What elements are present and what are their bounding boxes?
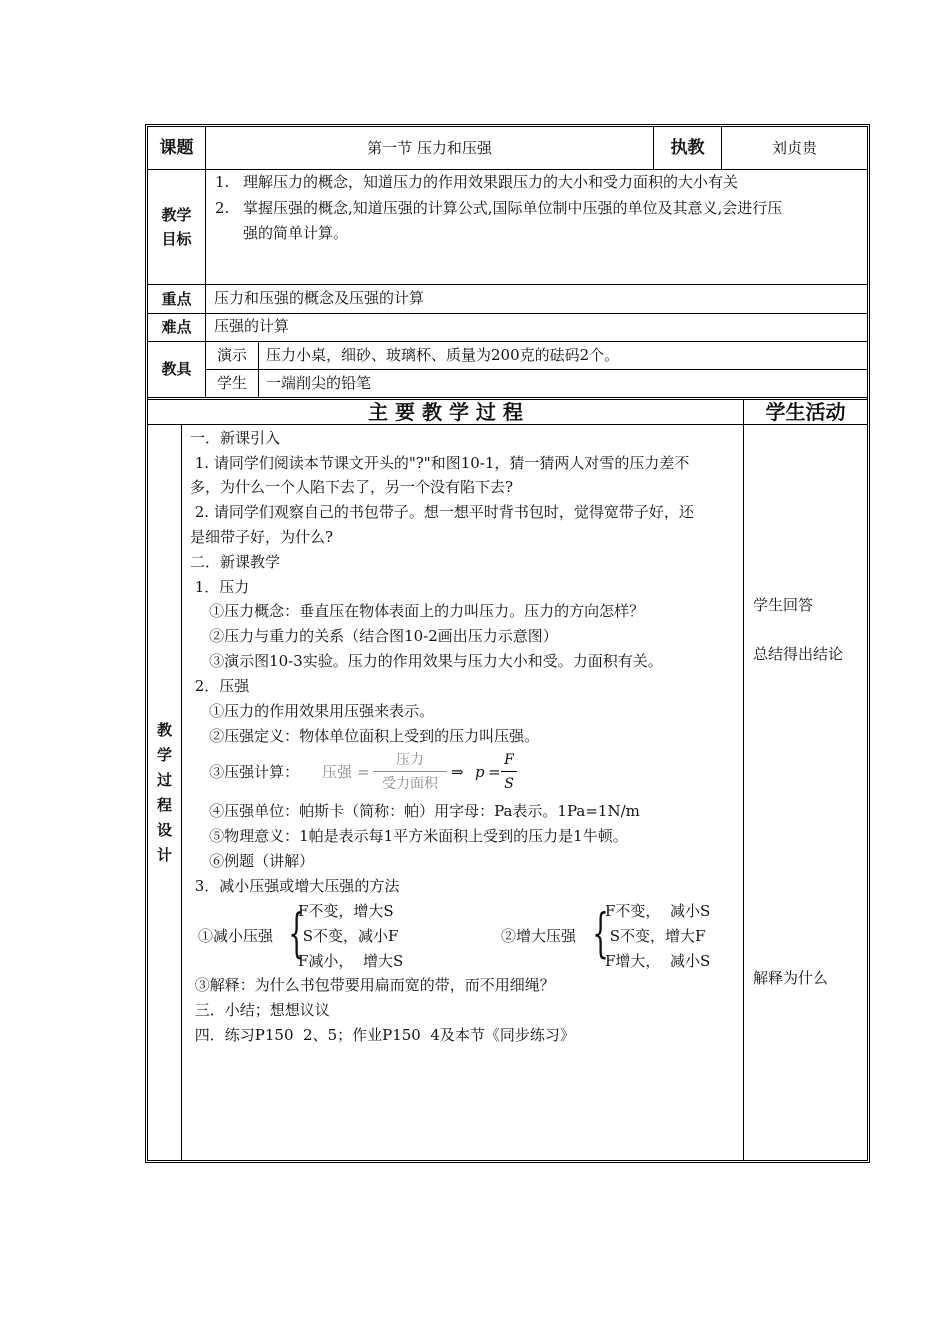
topic-value: 第一节 压力和压强 [367, 139, 492, 157]
process-line: 三．小结；想想议议 [190, 1001, 330, 1019]
reduce-item: F不变，增大S [298, 902, 394, 920]
process-line: ③解释：为什么书包带要用扁而宽的带，而不用细绳？ [190, 976, 555, 994]
topic-label: 课题 [159, 138, 194, 158]
formula-fraction-bar [373, 771, 447, 772]
process-line: ④压强单位：帕斯卡（简称：帕）用字母：Pa表示。1Pa=1N/m [190, 802, 640, 820]
formula-sym-bar [501, 771, 517, 772]
process-line: 1. 请同学们阅读本节课文开头的"?"和图10-1，猜一猜两人对雪的压力差不 [190, 454, 690, 472]
process-line: ⑤物理意义：1帕是表示每1平方米面积上受到的压力是1牛顿。 [190, 827, 628, 845]
key-point-value: 压力和压强的概念及压强的计算 [214, 289, 425, 307]
process-line: 是细带子好，为什么? [190, 528, 334, 546]
process-line: ⑥例题（讲解） [190, 852, 315, 870]
process-line: 2. 请同学们观察自己的书包带子。想一想平时背书包时，觉得宽带子好，还 [190, 503, 694, 521]
increase-brace: { [592, 904, 609, 964]
process-line: 一．新课引入 [190, 429, 281, 447]
reduce-brace: { [288, 904, 305, 964]
increase-pressure-label: ②增大压强 [501, 927, 577, 945]
process-side-2: 学 [156, 746, 172, 764]
tools-value-student: 一端削尖的铅笔 [266, 374, 372, 392]
process-side-4: 程 [156, 796, 172, 814]
process-side-3: 过 [156, 771, 172, 789]
process-line: 2．压强 [190, 677, 250, 695]
formula-word-den: 受力面积 [382, 776, 438, 792]
process-side-1: 教 [156, 721, 172, 739]
formula-word-num: 压力 [396, 752, 424, 768]
reduce-item: S不变，减小F [298, 927, 399, 945]
tools-type-student: 学生 [216, 374, 247, 392]
formula-p: p [475, 763, 485, 781]
process-side-5: 设 [156, 821, 172, 839]
process-line: ①压力概念：垂直压在物体表面上的力叫压力。压力的方向怎样？ [190, 602, 645, 620]
process-side-6: 计 [156, 846, 172, 864]
objectives-label-1: 教学 [161, 206, 192, 224]
difficulty-label: 难点 [161, 318, 192, 336]
formula-prefix: ③压强计算： [190, 763, 300, 781]
formula-eq2: = [488, 763, 501, 781]
objective-text-1: 理解压力的概念，知道压力的作用效果跟压力的大小和受力面积的大小有关 [243, 173, 739, 191]
teacher-value: 刘贞贵 [771, 139, 817, 157]
objective-text-2b: 强的简单计算。 [243, 224, 349, 242]
increase-item: F不变， 减小S [605, 902, 711, 920]
process-line: 3．减小压强或增大压强的方法 [190, 877, 400, 895]
objective-num-2: 2. [215, 199, 230, 217]
increase-item: S不变，增大F [605, 927, 706, 945]
tools-label: 教具 [161, 360, 192, 378]
process-line: 多，为什么一个人陷下去了，另一个没有陷下去? [190, 478, 514, 496]
teacher-label: 执教 [670, 138, 705, 158]
process-line: 二．新课教学 [190, 553, 281, 571]
tools-type-demo: 演示 [216, 346, 247, 364]
process-line: ①压力的作用效果用压强来表示。 [190, 702, 435, 720]
increase-item: F增大， 减小S [605, 952, 711, 970]
process-header-main: 主 要 教 学 过 程 [368, 400, 523, 424]
formula-eq: = [357, 763, 370, 781]
process-line: 1．压力 [190, 578, 250, 596]
formula-arrow: ⇒ [451, 763, 464, 781]
key-point-label: 重点 [161, 290, 192, 308]
tools-value-demo: 压力小桌，细砂、玻璃杯、质量为200克的砝码2个。 [266, 346, 620, 364]
reduce-item: F减小， 增大S [298, 952, 404, 970]
process-line: ②压力与重力的关系（结合图10-2画出压力示意图） [190, 627, 558, 645]
student-activity: 学生回答 [753, 596, 814, 614]
formula-word-lhs: 压强 [322, 763, 353, 781]
process-header-student: 学生活动 [765, 400, 846, 424]
process-line: ②压强定义：物体单位面积上受到的压力叫压强。 [190, 727, 540, 745]
student-activity: 总结得出结论 [753, 645, 844, 663]
objective-text-2: 掌握压强的概念,知道压强的计算公式,国际单位制中压强的单位及其意义,会进行压 [243, 199, 783, 217]
objective-num-1: 1. [215, 173, 230, 191]
difficulty-value: 压强的计算 [214, 317, 290, 335]
reduce-pressure-label: ①减小压强 [198, 927, 274, 945]
formula-sym-den: S [504, 776, 514, 792]
process-line: 四．练习P150 2、5；作业P150 4及本节《同步练习》 [190, 1026, 575, 1044]
student-activity: 解释为什么 [753, 969, 829, 987]
process-line: ③演示图10-3实验。压力的作用效果与压力大小和受。力面积有关。 [190, 652, 663, 670]
objectives-label-2: 目标 [161, 230, 192, 248]
formula-sym-num: F [504, 752, 514, 768]
